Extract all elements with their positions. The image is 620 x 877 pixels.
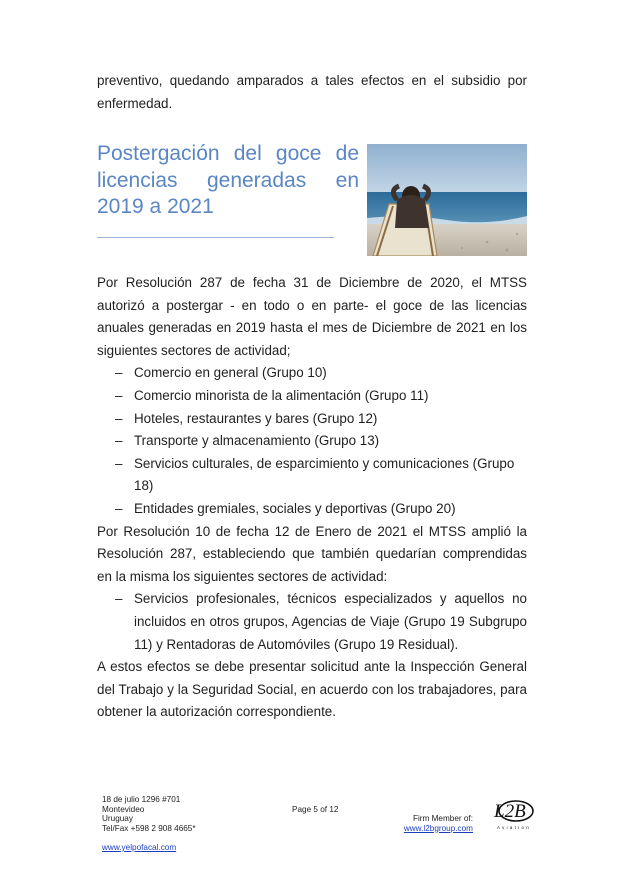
dash-marker: – — [115, 591, 123, 607]
list-item: – Entidades gremiales, sociales y deportivas (Grupo 20) — [97, 498, 527, 521]
page-number: Page 5 of 12 — [292, 805, 339, 814]
dash-marker: – — [115, 433, 123, 449]
firm-link[interactable]: www.l2bgroup.com — [403, 823, 473, 833]
section-heading: Postergación del goce de licencias generadas en 2019 a 2021 — [97, 142, 359, 218]
intro-paragraph: preventivo, quedando amparados a tales efectos en el subsidio por enfermedad. — [97, 73, 527, 111]
dash-marker: – — [115, 387, 123, 403]
list-item: – Comercio minorista de la alimentación (Grupo 11) — [97, 385, 527, 408]
dash-marker: – — [115, 500, 123, 516]
paragraph-solicitud: A estos efectos se debe presentar solicitud ante la Inspección General del Trabajo y la Seguridad Social, en acuerdo con los trabajadores, para obtener la autorización correspondiente. — [97, 659, 527, 720]
list-item: – Servicios culturales, de esparcimiento y comunicaciones (Grupo 18) — [97, 453, 527, 498]
footer-address: 18 de julio 1296 #701 Montevideo Uruguay Tel/Fax +598 2 908 4665* — [102, 795, 196, 834]
paragraph-resolucion-287: Por Resolución 287 de fecha 31 de Diciembre de 2020, el MTSS autorizó a postergar - en todo o en parte- el goce de las licencias anuales generadas en 2019 hasta el mes de Diciembre de 2021 en los siguientes sectores de actividad; — [97, 275, 527, 358]
firm-member: Firm Member of: www.l2bgroup.com — [403, 814, 473, 833]
list-item: – Hoteles, restaurantes y bares (Grupo 12) — [97, 408, 527, 431]
list-item: – Comercio en general (Grupo 10) — [97, 362, 527, 385]
website-link[interactable]: www.yelpofacal.com — [102, 843, 177, 852]
paragraph-resolucion-10: Por Resolución 10 de fecha 12 de Enero de 2021 el MTSS amplió la Resolución 287, estableciendo que también quedarían comprendidas en la misma los siguientes sectores de actividad: — [97, 523, 527, 584]
dash-marker: – — [115, 365, 123, 381]
svg-text:L2B: L2B — [494, 801, 526, 822]
dash-marker: – — [115, 410, 123, 426]
l2b-logo — [488, 798, 540, 832]
dash-marker: – — [115, 455, 123, 471]
svg-text:Aviation: Aviation — [497, 825, 531, 830]
list-item: – Transporte y almacenamiento (Grupo 13) — [97, 430, 527, 453]
list-item: – Servicios profesionales, técnicos especializados y aquellos no incluidos en otros grupos, Agencias de Viaje (Grupo 19 Subgrupo 11) y Rentadoras de Automóviles (Grupo 19 Residual). — [97, 588, 527, 656]
